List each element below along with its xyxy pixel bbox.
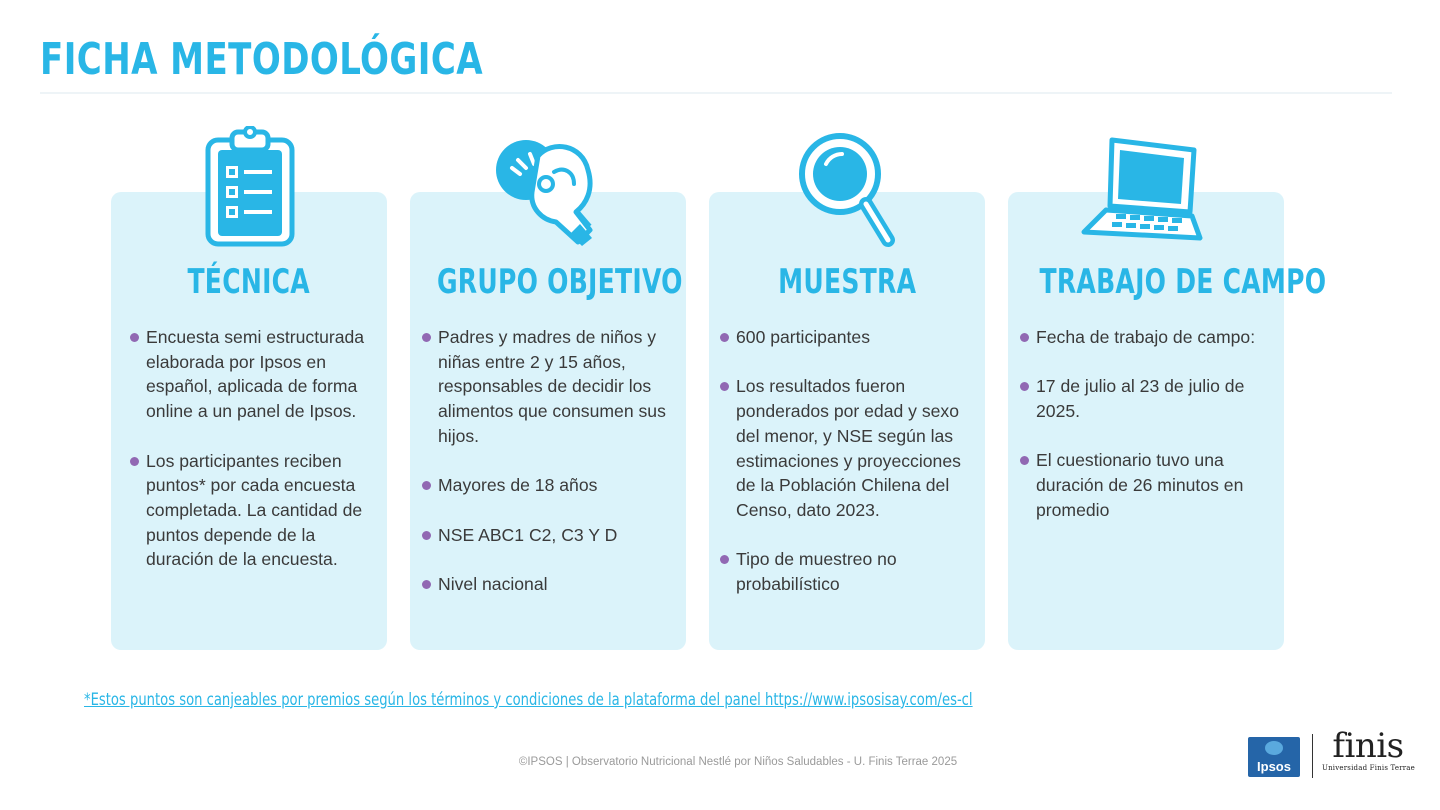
bullet-list-trabajo-de-campo — [1020, 325, 1270, 547]
bullet-list-tecnica — [130, 325, 370, 597]
bullet-list-muestra — [720, 325, 972, 621]
card-heading-grupo-objetivo: GRUPO OBJETIVO — [436, 262, 683, 302]
ipsos-bubble-icon — [1265, 741, 1283, 755]
card-heading-trabajo-de-campo: TRABAJO DE CAMPO — [1039, 262, 1327, 302]
list-item: Los participantes reciben puntos* por cada encuesta completada. La cantidad de puntos depende de la duración de la encuesta. — [130, 449, 370, 573]
list-item: Encuesta semi estructurada elaborada por Ipsos en español, aplicada de forma online a un panel de Ipsos. — [130, 325, 370, 424]
copyright-footer: ©IPSOS | Observatorio Nutricional Nestlé por Niños Saludables - U. Finis Terrae 2025 — [518, 756, 958, 768]
clipboard-icon — [190, 126, 310, 250]
footnote-link[interactable]: *Estos puntos son canjeables por premios según los términos y condiciones de la plataforma del panel https://www.ipsosisay.com/es-cl — [84, 690, 973, 710]
laptop-icon — [1080, 126, 1204, 250]
list-item: Nivel nacional — [422, 572, 670, 597]
list-item: 600 participantes — [720, 325, 972, 350]
list-item: Mayores de 18 años — [422, 473, 670, 498]
list-item: Padres y madres de niños y niñas entre 2 y 15 años, responsables de decidir los alimentos que consumen sus hijos. — [422, 325, 670, 449]
list-item: 17 de julio al 23 de julio de 2025. — [1020, 374, 1270, 423]
ipsos-logo-text: Ipsos — [1257, 759, 1291, 774]
list-item: Fecha de trabajo de campo: — [1020, 325, 1270, 350]
finis-logo-word: finis — [1332, 726, 1404, 766]
card-heading-tecnica: TÉCNICA — [187, 262, 311, 302]
list-item: NSE ABC1 C2, C3 Y D — [422, 523, 670, 548]
title-divider — [40, 92, 1392, 94]
ipsos-logo — [1248, 737, 1300, 777]
page-title: FICHA METODOLÓGICA — [40, 34, 484, 85]
magnifier-icon — [790, 126, 910, 250]
bullet-list-grupo-objetivo — [422, 325, 670, 621]
list-item: Los resultados fueron ponderados por edad y sexo del menor, y NSE según las estimaciones y proyecciones de la Población Chilena del Censo, dato 2023. — [720, 374, 972, 522]
card-heading-muestra: MUESTRA — [777, 262, 917, 302]
ok-hand-icon — [490, 126, 610, 250]
finis-logo — [1322, 728, 1414, 778]
logo-divider — [1312, 734, 1313, 778]
finis-logo-subtitle: Universidad Finis Terrae — [1322, 764, 1416, 772]
list-item: El cuestionario tuvo una duración de 26 minutos en promedio — [1020, 448, 1270, 522]
list-item: Tipo de muestreo no probabilístico — [720, 547, 972, 596]
